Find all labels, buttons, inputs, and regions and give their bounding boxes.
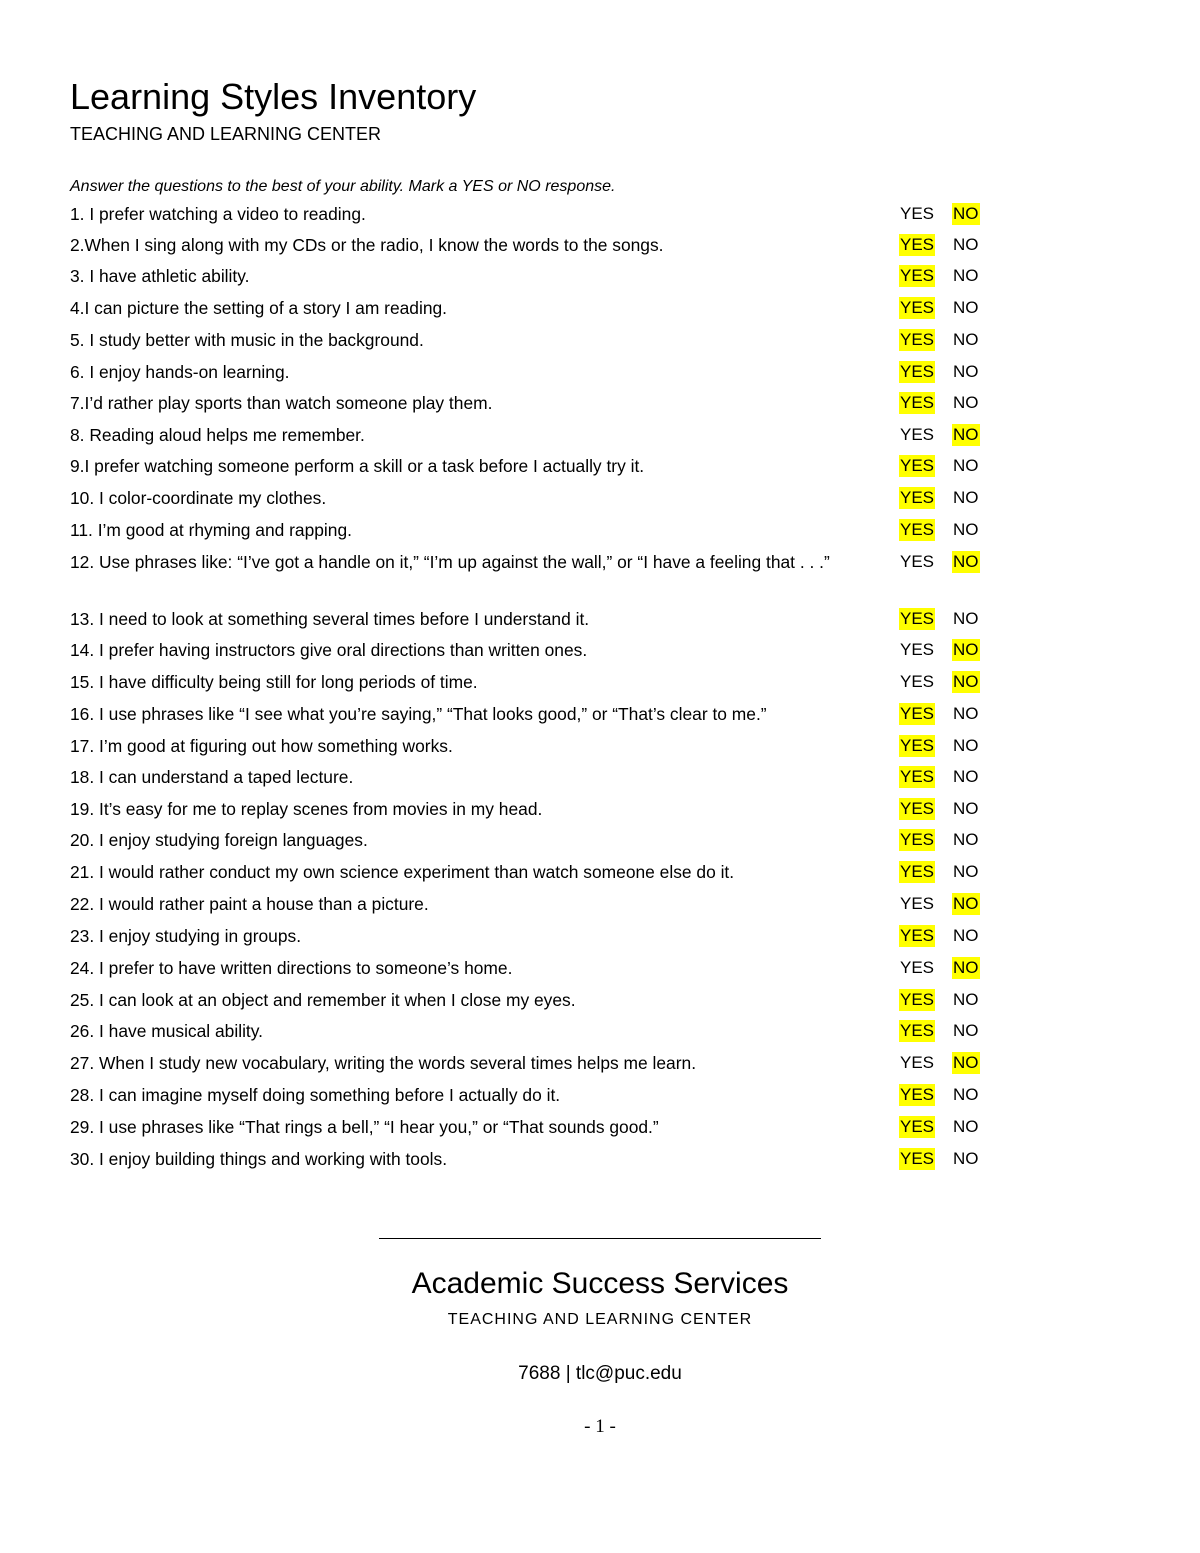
- yes-option[interactable]: YES: [900, 1053, 935, 1072]
- yes-option[interactable]: YES: [900, 799, 935, 818]
- question-row: [70, 1145, 1000, 1173]
- no-option[interactable]: NO: [953, 1053, 979, 1072]
- no-option[interactable]: NO: [953, 799, 979, 818]
- yes-option[interactable]: YES: [900, 830, 935, 849]
- question-text: 26. I have musical ability.: [70, 1021, 263, 1041]
- yes-option[interactable]: YES: [900, 926, 935, 945]
- question-row: [70, 1017, 1000, 1045]
- yes-option[interactable]: YES: [900, 1117, 935, 1136]
- yes-option[interactable]: YES: [900, 266, 935, 285]
- question-row: [70, 826, 1000, 854]
- question-text: 3. I have athletic ability.: [70, 266, 250, 286]
- question-row: [70, 262, 1000, 290]
- question-text: 23. I enjoy studying in groups.: [70, 926, 302, 946]
- yes-option[interactable]: YES: [900, 958, 935, 977]
- yes-option[interactable]: YES: [900, 552, 935, 571]
- question-row: [70, 763, 1000, 791]
- question-row: [70, 890, 1000, 918]
- question-row: [70, 200, 1000, 228]
- question-text: 25. I can look at an object and remember it when I close my eyes.: [70, 990, 576, 1010]
- yes-option[interactable]: YES: [900, 330, 935, 349]
- yes-option[interactable]: YES: [900, 298, 935, 317]
- no-option[interactable]: NO: [953, 704, 979, 723]
- no-option[interactable]: NO: [953, 266, 979, 285]
- no-option[interactable]: NO: [953, 520, 979, 539]
- question-row: [70, 358, 1000, 386]
- question-text: 4.I can picture the setting of a story I am reading.: [70, 298, 447, 318]
- yes-option[interactable]: YES: [900, 1021, 935, 1040]
- question-text: 24. I prefer to have written directions to someone’s home.: [70, 958, 513, 978]
- question-row: [70, 294, 1000, 322]
- no-option[interactable]: NO: [953, 1021, 979, 1040]
- question-text: 6. I enjoy hands-on learning.: [70, 362, 290, 382]
- no-option[interactable]: NO: [953, 958, 979, 977]
- no-option[interactable]: NO: [953, 640, 979, 659]
- yes-option[interactable]: YES: [900, 672, 935, 691]
- yes-option[interactable]: YES: [900, 1085, 935, 1104]
- no-option[interactable]: NO: [953, 894, 979, 913]
- question-row: [70, 954, 1000, 982]
- no-option[interactable]: NO: [953, 204, 979, 223]
- question-row: [70, 922, 1000, 950]
- question-row: [70, 732, 1000, 760]
- no-option[interactable]: NO: [953, 609, 979, 628]
- no-option[interactable]: NO: [953, 456, 979, 475]
- question-row: [70, 700, 1000, 728]
- no-option[interactable]: NO: [953, 298, 979, 317]
- question-text: 17. I’m good at figuring out how something works.: [70, 736, 453, 756]
- yes-option[interactable]: YES: [900, 704, 935, 723]
- divider: [379, 1238, 821, 1239]
- yes-option[interactable]: YES: [900, 425, 935, 444]
- question-text: 8. Reading aloud helps me remember.: [70, 425, 365, 445]
- question-row: [70, 484, 1000, 512]
- question-text: 2.When I sing along with my CDs or the radio, I know the words to the songs.: [70, 235, 664, 255]
- yes-option[interactable]: YES: [900, 520, 935, 539]
- question-row: [70, 1049, 1000, 1077]
- footer-contact: 7688 | tlc@puc.edu: [518, 1363, 682, 1384]
- question-row: [70, 795, 1000, 823]
- question-text: 30. I enjoy building things and working with tools.: [70, 1149, 448, 1169]
- question-row: [70, 858, 1000, 886]
- question-text: 9.I prefer watching someone perform a skill or a task before I actually try it.: [70, 456, 645, 476]
- question-row: [70, 605, 1000, 633]
- no-option[interactable]: NO: [953, 1085, 979, 1104]
- yes-option[interactable]: YES: [900, 990, 935, 1009]
- question-row: [70, 668, 1000, 696]
- question-text: 5. I study better with music in the background.: [70, 330, 424, 350]
- question-text: 29. I use phrases like “That rings a bell,” “I hear you,” or “That sounds good.”: [70, 1117, 659, 1137]
- question-row: [70, 548, 1000, 604]
- instructions: Answer the questions to the best of your ability. Mark a YES or NO response.: [70, 178, 616, 195]
- no-option[interactable]: NO: [953, 767, 979, 786]
- no-option[interactable]: NO: [953, 235, 979, 254]
- yes-option[interactable]: YES: [900, 488, 935, 507]
- no-option[interactable]: NO: [953, 330, 979, 349]
- page-subtitle: TEACHING AND LEARNING CENTER: [70, 124, 382, 144]
- no-option[interactable]: NO: [953, 990, 979, 1009]
- page-number: - 1 -: [584, 1416, 616, 1437]
- question-text: 13. I need to look at something several times before I understand it.: [70, 609, 590, 629]
- yes-option[interactable]: YES: [900, 235, 935, 254]
- no-option[interactable]: NO: [953, 393, 979, 412]
- yes-option[interactable]: YES: [900, 456, 935, 475]
- question-row: [70, 452, 1000, 480]
- question-text: 7.I’d rather play sports than watch someone play them.: [70, 393, 493, 413]
- yes-option[interactable]: YES: [900, 393, 935, 412]
- yes-option[interactable]: YES: [900, 609, 935, 628]
- footer-title: Academic Success Services: [411, 1267, 789, 1300]
- question-text: 28. I can imagine myself doing something before I actually do it.: [70, 1085, 561, 1105]
- no-option[interactable]: NO: [953, 862, 979, 881]
- question-text: 14. I prefer having instructors give oral directions than written ones.: [70, 640, 588, 660]
- question-row: [70, 326, 1000, 354]
- no-option[interactable]: NO: [953, 488, 979, 507]
- yes-option[interactable]: YES: [900, 862, 935, 881]
- no-option[interactable]: NO: [953, 926, 979, 945]
- question-row: [70, 231, 1000, 259]
- question-text: 15. I have difficulty being still for long periods of time.: [70, 672, 478, 692]
- no-option[interactable]: NO: [953, 1117, 979, 1136]
- no-option[interactable]: NO: [953, 830, 979, 849]
- yes-option[interactable]: YES: [900, 736, 935, 755]
- page-title: Learning Styles Inventory: [70, 76, 477, 117]
- question-row: [70, 1081, 1000, 1109]
- question-row: [70, 986, 1000, 1014]
- footer-subtitle: TEACHING AND LEARNING CENTER: [447, 1311, 753, 1328]
- no-option[interactable]: NO: [953, 1149, 979, 1168]
- no-option[interactable]: NO: [953, 425, 979, 444]
- question-text: 18. I can understand a taped lecture.: [70, 767, 354, 787]
- question-text: 11. I’m good at rhyming and rapping.: [70, 520, 352, 540]
- yes-option[interactable]: YES: [900, 640, 935, 659]
- question-text: 10. I color-coordinate my clothes.: [70, 488, 327, 508]
- question-row: [70, 636, 1000, 664]
- no-option[interactable]: NO: [953, 362, 979, 381]
- question-text: 16. I use phrases like “I see what you’re saying,” “That looks good,” or “That’s clear to me.”: [70, 704, 767, 724]
- no-option[interactable]: NO: [953, 736, 979, 755]
- question-row: [70, 516, 1000, 544]
- question-text: 1. I prefer watching a video to reading.: [70, 204, 366, 224]
- yes-option[interactable]: YES: [900, 894, 935, 913]
- question-text: 20. I enjoy studying foreign languages.: [70, 830, 368, 850]
- question-text: 12. Use phrases like: “I’ve got a handle on it,” “I’m up against the wall,” or “I have a feeling that . . .”: [70, 552, 830, 572]
- question-row: [70, 389, 1000, 417]
- question-text: 27. When I study new vocabulary, writing the words several times helps me learn.: [70, 1053, 697, 1073]
- question-text: 19. It’s easy for me to replay scenes from movies in my head.: [70, 799, 543, 819]
- question-row: [70, 421, 1000, 449]
- yes-option[interactable]: YES: [900, 1149, 935, 1168]
- yes-option[interactable]: YES: [900, 767, 935, 786]
- no-option[interactable]: NO: [953, 672, 979, 691]
- no-option[interactable]: NO: [953, 552, 979, 571]
- yes-option[interactable]: YES: [900, 204, 935, 223]
- question-row: [70, 1113, 1000, 1141]
- question-text: 22. I would rather paint a house than a picture.: [70, 894, 429, 914]
- question-text: 21. I would rather conduct my own science experiment than watch someone else do it.: [70, 862, 735, 882]
- yes-option[interactable]: YES: [900, 362, 935, 381]
